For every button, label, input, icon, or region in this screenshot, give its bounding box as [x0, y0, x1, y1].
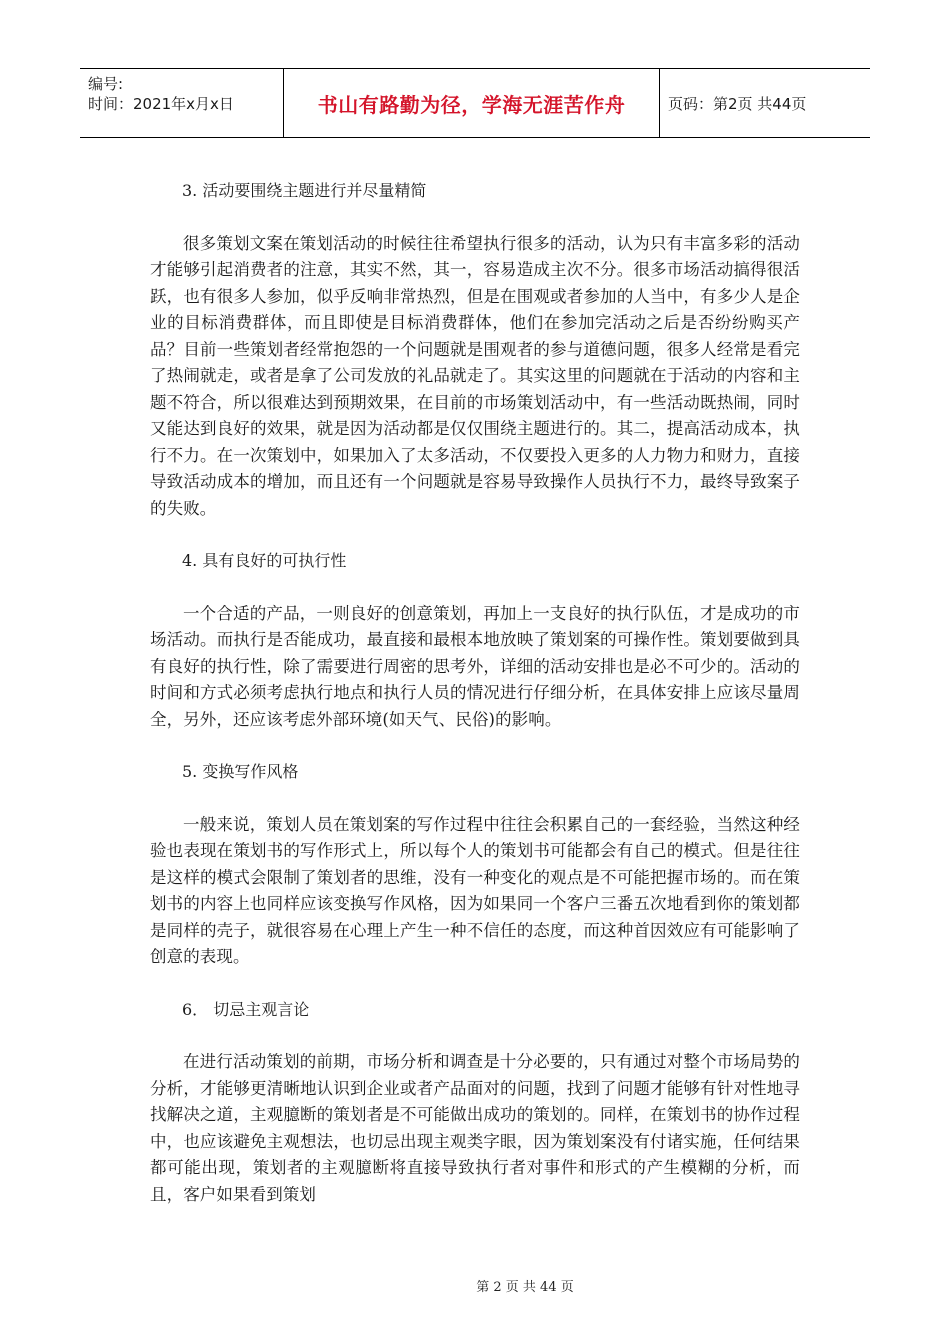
header-motto: 书山有路勤为径，学海无涯苦作舟 — [284, 69, 660, 137]
section-heading: 6． 切忌主观言论 — [182, 999, 310, 1019]
page-footer — [0, 1276, 950, 1295]
header-meta — [80, 69, 284, 137]
document-body — [150, 178, 800, 1208]
section-paragraph: 很多策划文案在策划活动的时候往往希望执行很多的活动，认为只有丰富多彩的活动才能够引起消费者的注意，其实不然，其一，容易造成主次不分。很多市场活动搞得很活跃，也有很多人参加，似乎反响非常热烈，但是在围观或者参加的人当中，有多少人是企业的目标消费群体，而且即使是目标消费群体，他们在参加完活动之后是否纷纷购买产品？目前一些策划者经常抱怨的一个问题就是围观者的参与道德问题，很多人经常是看完了热闹就走，或者是拿了公司发放的礼品就走了。其实这里的问题就在于活动的内容和主题不符合，所以很难达到预期效果，在目前的市场策划活动中，有一些活动既热闹，同时又能达到良好的效果，就是因为活动都是仅仅围绕主题进行的。其二，提高活动成本，执行不力。在一次策划中，如果加入了太多活动，不仅要投入更多的人力物力和财力，直接导致活动成本的增加，而且还有一个问题就是容易导致操作人员执行不力，最终导致案子的失败。 — [150, 233, 800, 518]
section-heading: 4. 具有良好的可执行性 — [182, 551, 347, 570]
header-page-label: 页码：第2页 共44页 — [668, 94, 807, 113]
section-paragraph: 一个合适的产品，一则良好的创意策划，再加上一支良好的执行队伍，才是成功的市场活动。而执行是否能成功，最直接和最根本地放映了策划案的可操作性。策划要做到具有良好的执行性，除了需要进行周密的思考外，详细的活动安排也是必不可少的。活动的时间和方式必须考虑执行地点和执行人员的情况进行仔细分析，在具体安排上应该尽量周全，另外，还应该考虑外部环境(如天气、民俗)的影响。 — [150, 603, 800, 729]
document-number-label: 编号: — [88, 75, 124, 93]
document-time-label: 时间：2021年x月x日 — [88, 95, 234, 113]
section-paragraph: 在进行活动策划的前期，市场分析和调查是十分必要的，只有通过对整个市场局势的分析，才能够更清晰地认识到企业或者产品面对的问题，找到了问题才能够有针对性地寻找解决之道，主观臆断的策划者是不可能做出成功的策划的。同样，在策划书的协作过程中，也应该避免主观想法，也切忌出现主观类字眼，因为策划案没有付诸实施，任何结果都可能出现，策划者的主观臆断将直接导致执行者对事件和形式的产生模糊的分析，而且，客户如果看到策划 — [150, 1052, 800, 1204]
section-heading: 5. 变换写作风格 — [182, 762, 299, 781]
header-page-info — [660, 69, 870, 137]
footer-page-number: 第 2 页 共 44 页 — [476, 1280, 574, 1295]
document-header — [80, 68, 870, 138]
section-heading: 3. 活动要围绕主题进行并尽量精简 — [182, 181, 427, 200]
section-paragraph: 一般来说，策划人员在策划案的写作过程中往往会积累自己的一套经验，当然这种经验也表现在策划书的写作形式上，所以每个人的策划书可能都会有自己的模式。但是往往是这样的模式会限制了策划者的思维，没有一种变化的观点是不可能把握市场的。而在策划书的内容上也同样应该变换写作风格，因为如果同一个客户三番五次地看到你的策划都是同样的壳子，就很容易在心理上产生一种不信任的态度，而这种首因效应有可能影响了创意的表现。 — [150, 814, 800, 966]
